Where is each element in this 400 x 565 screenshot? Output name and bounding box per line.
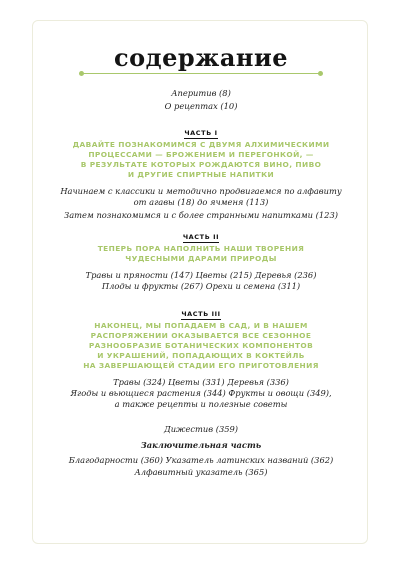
- toc-entry-index: Алфавитный указатель (365): [134, 467, 268, 477]
- part-3-heading-line: РАСПОРЯЖЕНИИ ОКАЗЫВАЕТСЯ ВСЕ СЕЗОННОЕ: [90, 331, 312, 340]
- part-3-label: ЧАСТЬ III: [181, 310, 221, 318]
- toc-entry-final-part: Заключительная часть: [140, 440, 262, 450]
- toc-entry-appendix: Благодарности (360) Указатель латинских названий (362): [68, 455, 334, 465]
- page-frame: [32, 20, 368, 544]
- toc-entry-aperitif: Аперитив (8): [171, 88, 231, 98]
- part-2-label: ЧАСТЬ II: [182, 233, 220, 241]
- part-1-heading-line: В РЕЗУЛЬТАТЕ КОТОРЫХ РОЖДАЮТСЯ ВИНО, ПИВО: [80, 160, 322, 169]
- toc-entry-recipes: О рецептах (10): [164, 101, 238, 111]
- part-2-entry: Плоды и фрукты (267) Орехи и семена (311): [101, 281, 301, 291]
- title-divider: [81, 73, 321, 74]
- part-2-heading-line: ЧУДЕСНЫМИ ДАРАМИ ПРИРОДЫ: [125, 254, 277, 263]
- part-3-heading-line: И УКРАШЕНИЙ, ПОПАДАЮЩИХ В КОКТЕЙЛЬ: [97, 351, 305, 360]
- part-1-label: ЧАСТЬ I: [184, 129, 218, 137]
- part-3-heading-line: НАКОНЕЦ, МЫ ПОПАДАЕМ В САД, И В НАШЕМ: [94, 321, 308, 330]
- toc-entry-digestif: Дижестив (359): [163, 424, 239, 434]
- part-1-heading-line: ДАВАЙТЕ ПОЗНАКОМИМСЯ С ДВУМЯ АЛХИМИЧЕСКИМИ: [72, 140, 330, 149]
- part-2-heading-line: ТЕПЕРЬ ПОРА НАПОЛНИТЬ НАШИ ТВОРЕНИЯ: [97, 244, 305, 253]
- part-3-heading-line: НА ЗАВЕРШАЮЩЕЙ СТАДИИ ЕГО ПРИГОТОВЛЕНИЯ: [83, 361, 319, 370]
- part-1-heading-line: ПРОЦЕССАМИ — БРОЖЕНИЕМ И ПЕРЕГОНКОЙ, —: [88, 150, 314, 159]
- part-1-entry: от агавы (18) до ячменя (113): [133, 197, 269, 207]
- part-3-heading-line: РАЗНООБРАЗИЕ БОТАНИЧЕСКИХ КОМПОНЕНТОВ: [88, 341, 314, 350]
- part-1-heading-line: И ДРУГИЕ СПИРТНЫЕ НАПИТКИ: [127, 170, 275, 179]
- part-3-entry: Травы (324) Цветы (331) Деревья (336): [113, 377, 289, 387]
- part-1-entry: Затем познакомимся и с более странными напитками (123): [64, 210, 338, 220]
- part-1-entry: Начинаем с классики и методично продвигаемся по алфавиту: [60, 186, 342, 196]
- page-title: содержание: [113, 43, 289, 72]
- part-2-entry: Травы и пряности (147) Цветы (215) Деревья (236): [85, 270, 317, 280]
- part-3-entry: а также рецепты и полезные советы: [114, 399, 288, 409]
- part-3-entry: Ягоды и вьющиеся растения (344) Фрукты и овощи (349),: [70, 388, 332, 398]
